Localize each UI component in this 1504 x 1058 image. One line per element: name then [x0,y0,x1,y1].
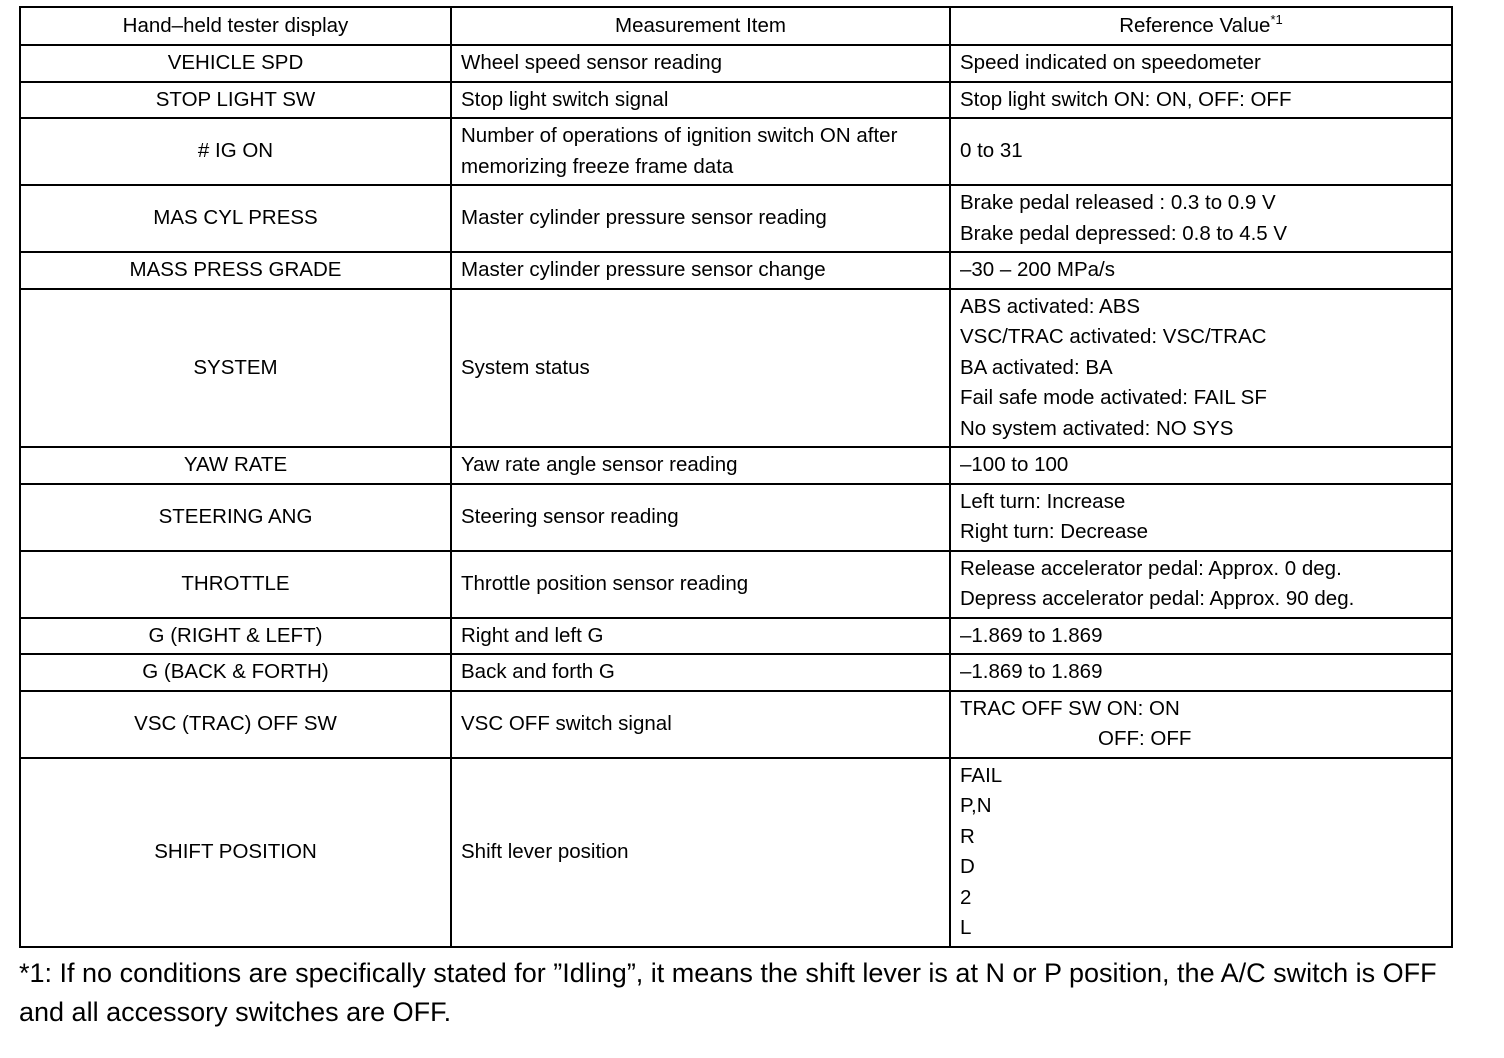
table-row [20,289,1452,448]
tester-display-cell: SHIFT POSITION [20,758,451,947]
reference-value-cell [950,654,1452,691]
reference-value-line: Depress accelerator pedal: Approx. 90 deg. [960,587,1355,610]
reference-value-cell [950,551,1452,618]
reference-value-cell [950,289,1452,448]
reference-value-line: –100 to 100 [960,453,1069,476]
measurement-item-cell [451,758,950,947]
reference-value-line: Release accelerator pedal: Approx. 0 deg. [960,556,1342,580]
measurement-item-cell [451,654,950,691]
measurement-item-line: Yaw rate angle sensor reading [461,453,738,476]
reference-value-line: Fail safe mode activated: FAIL SF [960,386,1267,409]
table-row [20,118,1452,185]
measurement-item-cell [451,82,950,119]
reference-value-line: Stop light switch ON: ON, OFF: OFF [960,87,1292,111]
reference-value-cell [950,484,1452,551]
reference-value-line: Right turn: Decrease [960,520,1149,543]
tester-display-cell: G (RIGHT & LEFT) [20,618,451,655]
reference-value-cell [950,118,1452,185]
tester-display-cell: STOP LIGHT SW [20,82,451,119]
table-header-row [20,7,1452,45]
table-row [20,45,1452,82]
tester-display-cell: STEERING ANG [20,484,451,551]
reference-value-cell [950,447,1452,484]
reference-value-line: –1.869 to 1.869 [960,660,1103,683]
reference-value-line: ABS activated: ABS [960,294,1141,318]
measurement-item-line: Master cylinder pressure sensor reading [461,206,827,230]
footnote-text: *1: If no conditions are specifically stated for ”Idling”, it means the shift lever is at N or P position, the A/C switch is OFF and all accessory switches are OFF. [19,957,1437,1027]
header-reference-value [950,7,1452,45]
measurement-item-cell [451,484,950,551]
table-row [20,691,1452,758]
reference-value-line: TRAC OFF SW ON: ON [960,696,1180,720]
table-row [20,758,1452,947]
reference-value-cell [950,45,1452,82]
reference-value-line: –30 – 200 MPa/s [960,258,1115,281]
reference-value-line: P,N [960,794,992,817]
reference-value-table [19,6,1453,948]
document-page [19,6,1459,1032]
table-row [20,654,1452,691]
measurement-item-line: Steering sensor reading [461,504,679,528]
measurement-item-cell [451,289,950,448]
table-row [20,484,1452,551]
reference-value-cell [950,185,1452,252]
measurement-item-line: System status [461,355,590,379]
table-row [20,82,1452,119]
reference-value-line: 2 [960,885,972,909]
reference-value-cell [950,82,1452,119]
measurement-item-line: VSC OFF switch signal [461,711,672,735]
measurement-item-line: Stop light switch signal [461,87,669,111]
reference-value-line: Brake pedal released : 0.3 to 0.9 V [960,191,1276,214]
table-row [20,551,1452,618]
header-reference-value-label: Reference Value [1119,13,1271,37]
reference-value-cell [950,691,1452,758]
reference-value-line: VSC/TRAC activated: VSC/TRAC [960,325,1267,348]
footnote-marker: *1 [1270,11,1283,27]
measurement-item-cell [451,551,950,618]
reference-value-line: D [960,855,975,878]
measurement-item-line: Back and forth G [461,660,615,683]
table-body [20,45,1452,947]
reference-value-cell [950,252,1452,289]
reference-value-line: No system activated: NO SYS [960,416,1234,440]
measurement-item-line: Right and left G [461,623,604,647]
measurement-item-line: memorizing freeze frame data [461,154,734,178]
tester-display-cell: MASS PRESS GRADE [20,252,451,289]
measurement-item-cell [451,618,950,655]
tester-display-cell: VSC (TRAC) OFF SW [20,691,451,758]
tester-display-cell: MAS CYL PRESS [20,185,451,252]
tester-display-cell: THROTTLE [20,551,451,618]
reference-value-line: BA activated: BA [960,355,1113,379]
tester-display-cell: SYSTEM [20,289,451,448]
measurement-item-cell [451,252,950,289]
measurement-item-line: Wheel speed sensor reading [461,51,722,74]
measurement-item-line: Shift lever position [461,839,629,863]
tester-display-cell: # IG ON [20,118,451,185]
tester-display-cell: VEHICLE SPD [20,45,451,82]
measurement-item-cell [451,118,950,185]
header-tester-display: Hand–held tester display [20,7,451,45]
measurement-item-cell [451,185,950,252]
reference-value-line: R [960,824,975,848]
reference-value-line: Brake pedal depressed: 0.8 to 4.5 V [960,221,1288,245]
header-measurement-item: Measurement Item [451,7,950,45]
measurement-item-cell [451,447,950,484]
reference-value-cell [950,758,1452,947]
table-row [20,618,1452,655]
reference-value-line: Speed indicated on speedometer [960,51,1261,74]
table-row [20,185,1452,252]
tester-display-cell: YAW RATE [20,447,451,484]
table-row [20,252,1452,289]
measurement-item-line: Throttle position sensor reading [461,571,749,595]
reference-value-line: Left turn: Increase [960,489,1126,513]
reference-value-line: FAIL [960,763,1003,787]
measurement-item-cell [451,691,950,758]
reference-value-cell [950,618,1452,655]
measurement-item-cell [451,45,950,82]
reference-value-line: –1.869 to 1.869 [960,623,1103,647]
reference-value-line: OFF: OFF [1098,727,1192,750]
table-row [20,447,1452,484]
reference-value-line: L [960,916,972,939]
reference-value-line: 0 to 31 [960,139,1023,163]
measurement-item-line: Number of operations of ignition switch ON after [461,124,898,147]
measurement-item-line: Master cylinder pressure sensor change [461,258,826,281]
tester-display-cell: G (BACK & FORTH) [20,654,451,691]
